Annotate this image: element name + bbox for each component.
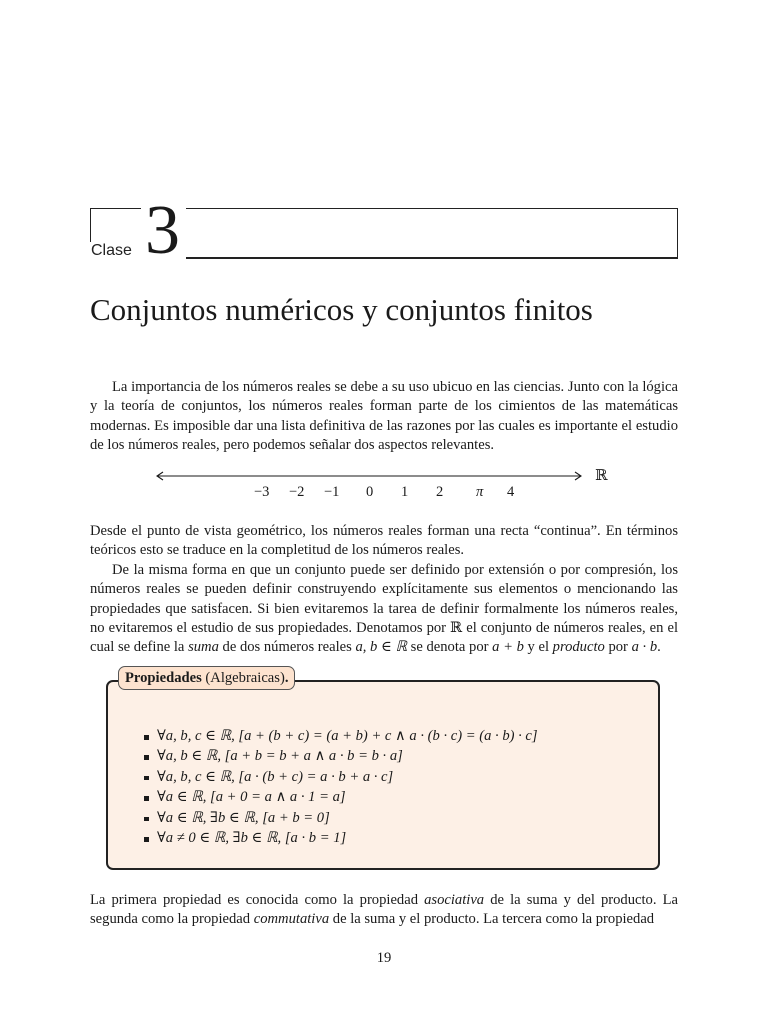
properties-title-end: . (284, 670, 289, 686)
number-line-tick: −2 (289, 484, 305, 500)
chapter-label: Clase (91, 242, 132, 259)
properties-title-tag (118, 666, 295, 690)
property-item: ∀a ≠ 0 ∈ ℝ, ∃b ∈ ℝ, [a · b = 1] (144, 828, 538, 848)
number-line-tick: 4 (507, 484, 515, 500)
geometric-paragraph: Desde el punto de vista geométrico, los números reales forman una recta “continua”. En términos teóricos esto se traduce en la completitud de los números reales. (90, 523, 678, 559)
number-line-tick: 0 (366, 484, 374, 500)
text-run: De la misma forma en que un conjunto puede ser definido por extensión o por compresión, los números reales se pueden definir construyendo explícitamente sus elementos o mencionando las propiedades que satisfacen. Si bien evitaremos la tarea de definir formalmente los números reales, no evitaremos el estudio de sus propiedades. Denotamos por (90, 561, 678, 637)
properties-list (144, 726, 538, 848)
frame-line (186, 208, 678, 209)
chapter-title: Conjuntos numéricos y conjuntos finitos (90, 292, 593, 327)
number-line-tick: 2 (436, 484, 444, 500)
math-inline: a + b (492, 639, 524, 656)
text-run: y el (523, 639, 553, 656)
frame-line (186, 257, 678, 259)
properties-subtitle: (Algebraicas) (201, 670, 285, 686)
body-paragraphs (90, 522, 678, 658)
definition-paragraph (90, 561, 678, 658)
intro-paragraph-text: La importancia de los números reales se debe a su uso ubicuo en las ciencias. Junto con la lógica y la teoría de conjuntos, los números reales forman parte de los cimientos de las matemáticas modernas. Es imposible dar una lista definitiva de las razones por las cuales es importante el estudio de los números reales, pero podemos señalar dos aspectos relevantes. (90, 379, 678, 454)
text-run: de la suma y del producto. La segunda como la propiedad (90, 892, 678, 928)
number-line-right-arrow (575, 472, 581, 480)
number-line-set-symbol: ℝ (595, 468, 608, 484)
property-item: ∀a ∈ ℝ, [a + 0 = a ∧ a · 1 = a] (144, 787, 538, 807)
property-item: ∀a, b, c ∈ ℝ, [a + (b + c) = (a + b) + c ∧ a · (b · c) = (a · b) · c] (144, 726, 538, 746)
math-inline: a, b ∈ ℝ (355, 639, 408, 656)
asociativa-term: asociativa (424, 892, 485, 908)
commutativa-term: commutativa (253, 911, 330, 928)
chapter-number: 3 (145, 192, 180, 269)
producto-term: producto (552, 639, 605, 656)
text-run: La primera propiedad es conocida como la propiedad (90, 892, 425, 908)
number-line-tick: −3 (254, 484, 270, 500)
text-run: de la suma y el producto. La tercera como la propiedad (329, 911, 655, 928)
frame-line (90, 208, 141, 209)
number-line-tick: 1 (401, 484, 409, 500)
properties-title: Propiedades (125, 670, 202, 686)
text-run: por (604, 639, 632, 656)
property-item: ∀a ∈ ℝ, ∃b ∈ ℝ, [a + b = 0] (144, 808, 538, 828)
reals-symbol: ℝ (450, 620, 463, 637)
number-line-tick: −1 (324, 484, 340, 500)
text-run: el conjunto de números reales, en el cual se define la (90, 620, 679, 656)
intro-paragraph (90, 378, 678, 456)
closing-paragraph-text (90, 891, 678, 930)
suma-term: suma (188, 639, 219, 656)
text-run: de dos números reales (218, 639, 356, 656)
property-item: ∀a, b, c ∈ ℝ, [a · (b + c) = a · b + a · c] (144, 767, 538, 787)
frame-line (677, 208, 678, 259)
closing-paragraph (90, 891, 678, 930)
number-line-tick: π (476, 484, 484, 500)
text-run: se denota por (407, 639, 493, 656)
page-number: 19 (376, 950, 392, 966)
frame-line (90, 208, 91, 242)
number-line-left-arrow (157, 472, 163, 480)
chapter-header-frame (90, 192, 678, 269)
property-item: ∀a, b ∈ ℝ, [a + b = b + a ∧ a · b = b · a] (144, 746, 538, 766)
math-inline: a · b (631, 639, 658, 656)
text-run: . (657, 639, 661, 656)
